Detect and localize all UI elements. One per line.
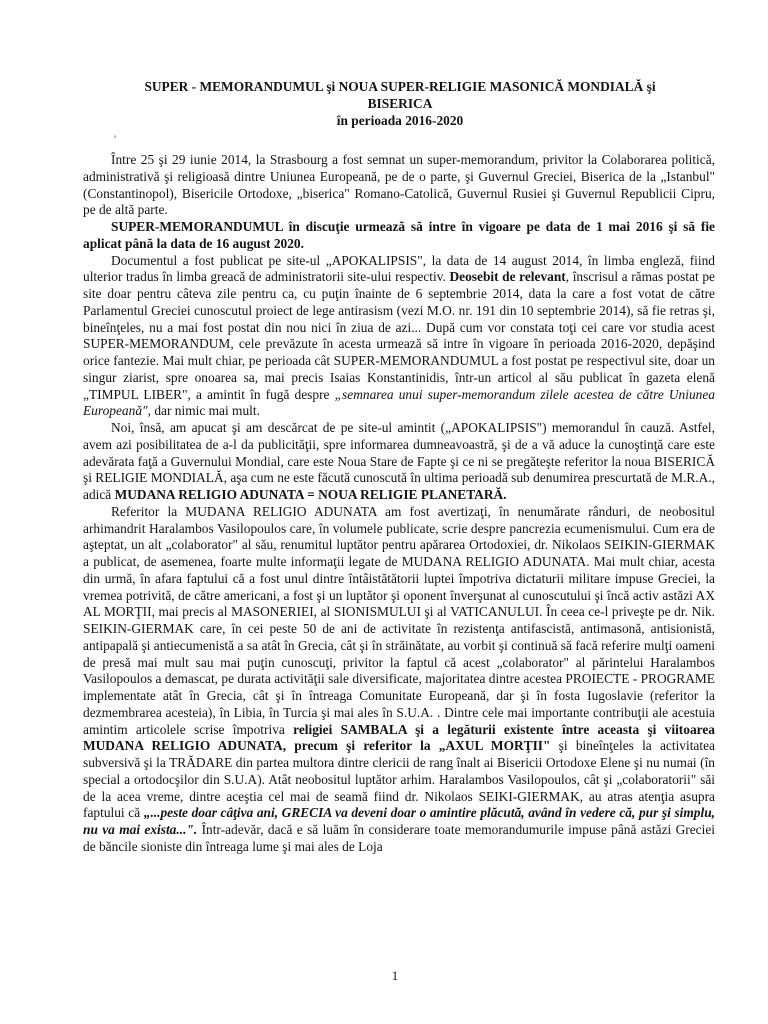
document-body (83, 152, 715, 856)
paragraph-run: religiei SAMBALA şi a legăturii existente între aceasta şi viitoarea MUDANA RELIGIO ADUNATA, precum şi referitor la „AXUL MORŢII" (83, 721, 715, 754)
paragraph-run: şi bineînţeles la activitatea subversivă şi la TRĂDARE din partea multora dintre clericii de rang înalt ai Bisericii Ortodoxe Elene şi nu numai (în special a ortodocşilor din S.U.A). Atât neobositul luptător arhim. Haralambos Vasilopoulos, cât şi „colaboratorii" săi de la acea vreme, dintre aceştia cel mai de seamă fiind dr. Nikolaos SEIKI-GIERMAK, au atras atenţia asupra faptului că (83, 738, 715, 821)
paragraph-run: „semnarea unui super-memorandum zilele acestea de către Uniunea Europeană" (83, 386, 715, 419)
document-title (90, 78, 710, 129)
paragraph-run: Într-adevăr, dacă e să luăm în considerare toate memorandumurile impuse până astăzi Greciei de băncile sioniste din întreaga lume şi mai ales de Loja (83, 822, 716, 854)
paragraph-run: , înscrisul a rămas postat pe site doar pentru câteva zile pentru ca, cu puţin înainte de 6 septembrie 2014, data la care a fost votat de către Parlamentul Greciei cunoscutul proiect de lege antirasism (vezi M.O. nr. 191 din 10 septembrie 2014), să fie retras şi, bineînţeles, nu a mai fost postat din nou nici în ziua de azi... După cum vor constata toţi cei care vor studia acest SUPER-MEMORANDUM, cele prevăzute în acesta urmează să intre în vigoare în perioada 2016-2020, depăşind orice fantezie. Mai mult chiar, pe perioada cât SUPER-MEMORANDUMUL a fost postat pe respectivul site, doar un singur ziarist, spre onoarea sa, mai precis Isaias Konstantinidis, într-un articol al său publicat în gazeta elenă „TIMPUL LIBER", a amintit în fugă despre (83, 269, 715, 402)
paragraph-run: MUDANA RELIGIO ADUNATA = NOUA RELIGIE PLANETARĂ. (114, 487, 507, 502)
paragraph (83, 504, 715, 856)
title-line-1: SUPER - MEMORANDUMUL şi NOUA SUPER-RELIGIE MASONICĂ MONDIALĂ şi (144, 79, 656, 94)
paragraph-run: , dar nimic mai mult. (147, 403, 260, 419)
paragraph-run: Între 25 şi 29 iunie 2014, la Strasbourg a fost semnat un super-memorandum, privitor la Colaborarea politică, administrativă şi religioasă dintre Uniunea Europeană, pe de o parte, şi Guvernul Greciei, Biserica de la „Istanbul" (Constantinopol), Bisericile Ortodoxe, „biserica" Romano-Catolică, Guvernul Rusiei şi Guvernul Republicii Cipru, pe de altă parte. (83, 152, 715, 218)
paragraph-run: Referitor la MUDANA RELIGIO ADUNATA am fost avertizaţi, în nenumărate rânduri, de neobositul arhimandrit Haralambos Vasilopoulos care, în volumele publicate, scrie despre pancrezia ecumenismului. Cum era de aşteptat, un alt „colaborator" al său, renumitul luptător pentru apărarea Ortodoxiei, dr. Nikolaos SEIKIN-GIERMAK a publicat, de asemenea, foarte multe informaţii legate de MUDANA RELIGIO ADUNATA. Mai mult chiar, acesta din urmă, în afara faptului că a fost unul dintre întâistătătorii luptei împotriva dictaturii militare impuse Greciei, la vremea potrivită, de către americani, a fost şi un luptător şi oponent înverşunat al cunoscutului şi încă activ astăzi AX AL MORŢII, mai precis al MASONERIEI, al SIONISMULUI şi al VATICANULUI. În ceea ce-l priveşte pe dr. Nik. SEIKIN-GIERMAK care, în cei peste 50 de ani de activitate în rezistenţa antifascistă, antimasonă, antisionistă, antipapală şi antiecumenistă a sa atât în Grecia, cât şi în străinătate, au vorbit şi continuă să facă referire mulţi oameni de presă mai mult sau mai puţin cunoscuţi, privitor la faptul că acest „colaborator" al părintelui Haralambos Vasilopoulos a demascat, pe durata activităţii sale diversificate, majoritatea dintre acestea PROIECTE - PROGRAME implementate atât în Grecia, cât şi în întreaga Comunitate Europeană, dar şi în fosta Iugoslavie (referitor la dezmembrarea acesteia), în Libia, în Turcia şi mai ales în S.U.A. . Dintre cele mai importante contribuţii ale acestuia amintim articolele scrise împotriva (83, 503, 715, 737)
paragraph-run: SUPER-MEMORANDUMUL în discuţie urmează să intre în vigoare pe data de 1 mai 2016 şi să fie aplicat până la data de 16 august 2020. (83, 219, 715, 251)
title-line-2: BISERICA (367, 96, 433, 111)
paragraph (83, 420, 715, 504)
stray-mark: ' (114, 132, 117, 146)
paragraph-run: „...peste doar câţiva ani, GRECIA va deveni doar o amintire plăcută, având în vedere că, pur şi simplu, nu va mai exista...". (83, 805, 715, 837)
paragraph-run: Deosebit de relevant (449, 269, 566, 285)
paragraph (83, 219, 715, 253)
paragraph-run: Noi, însă, am apucat şi am descărcat de pe site-ul amintit („APOKALIPSIS") memorandul în cauză. Astfel, avem azi posibilitatea de a-l da publicităţii, spre informarea dumneavoastră, şi de a vă aduce la cunoştinţă care este adevărata faţă a Guvernului Mondial, care este Noua Stare de Fapte şi ce ni se pregăteşte referitor la noua BISERICĂ şi RELIGIE MONDIALĂ, aşa cum ne este făcută cunoscută în ultima perioadă sub denumirea prescurtată de M.R.A., adică (83, 420, 715, 502)
page-number: 1 (391, 968, 399, 983)
paragraph-run: Documentul a fost publicat pe site-ul „APOKALIPSIS", la data de 14 august 2014, în limba engleză, fiind ulterior tradus în limba greacă de administratorii site-ului respectiv. (83, 252, 715, 285)
title-line-3: în perioada 2016-2020 (336, 113, 464, 128)
paragraph (83, 152, 715, 219)
paragraph (83, 253, 715, 421)
